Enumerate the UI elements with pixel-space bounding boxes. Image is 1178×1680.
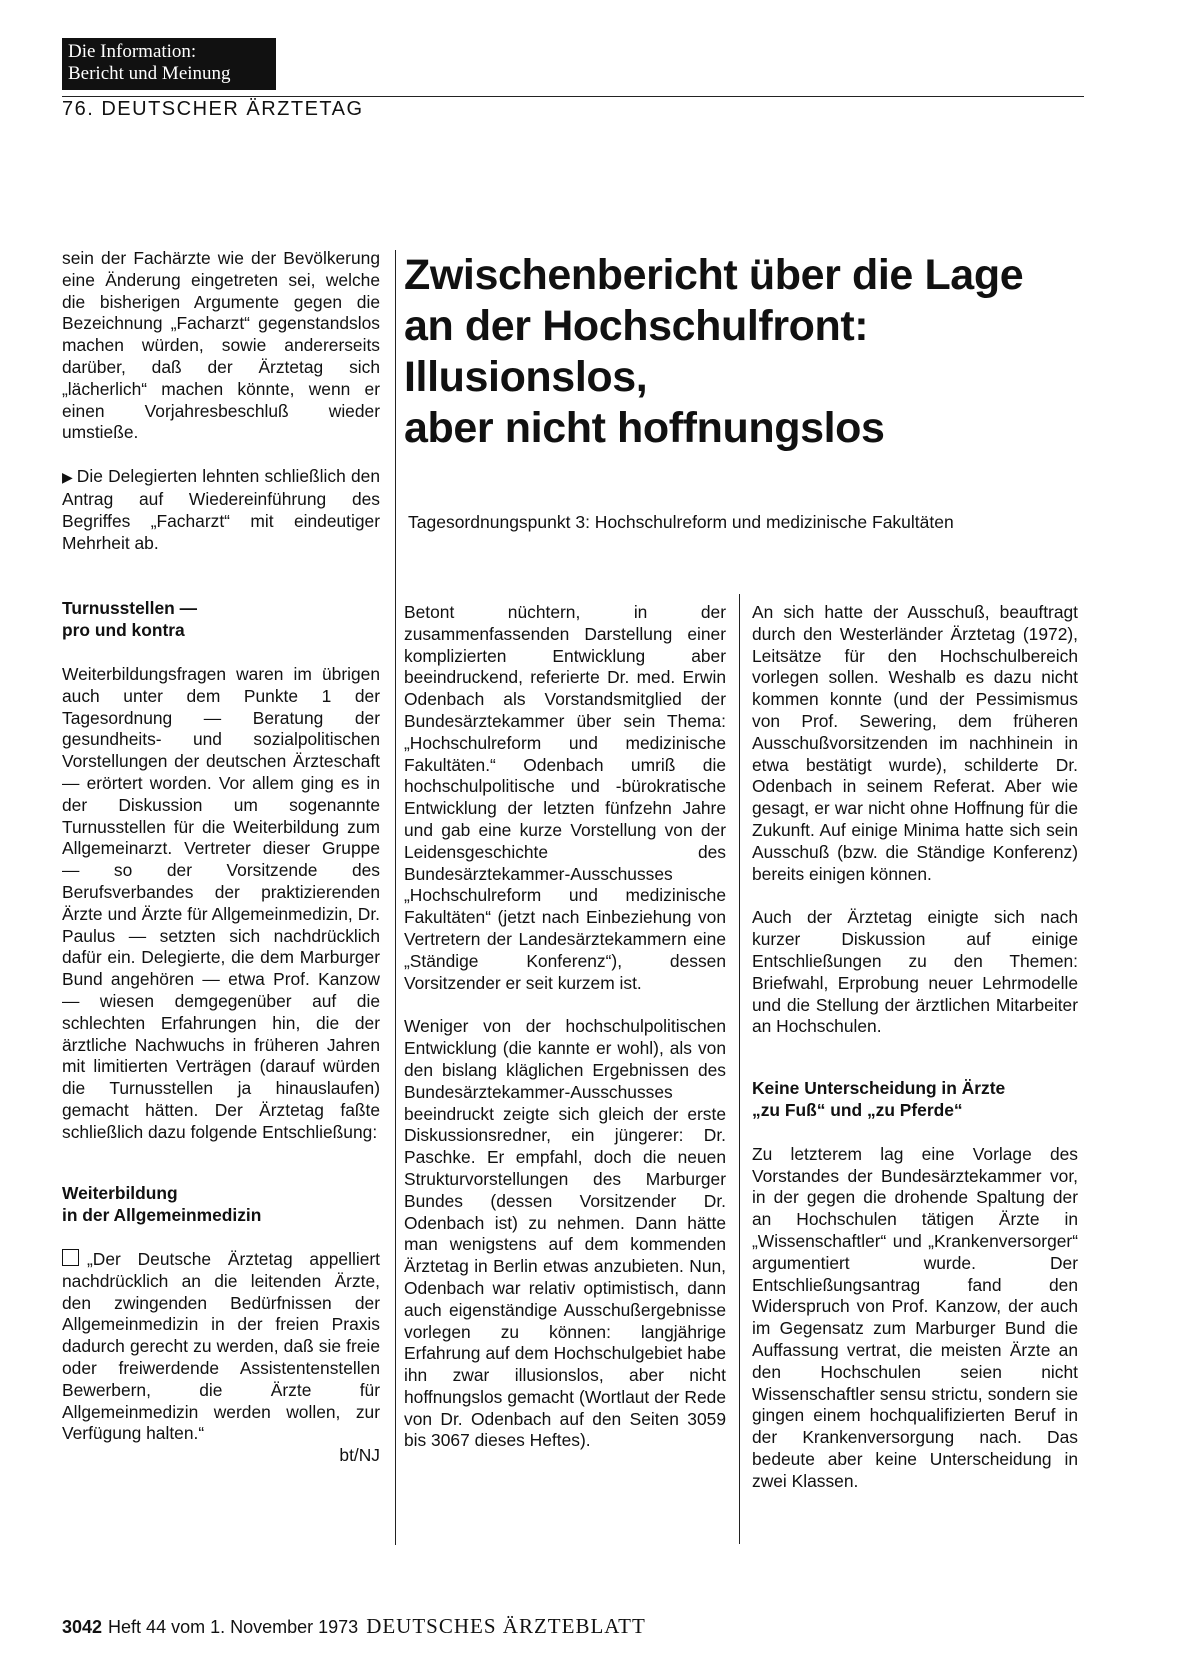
author-initials: bt/NJ	[339, 1445, 380, 1466]
subheading-keine-unterscheidung	[752, 1078, 1078, 1122]
left-paragraph-3: Weiterbildungsfragen waren im übrigen auch unter dem Punkte 1 der Tagesordnung — Beratung der gesundheits- und sozialpolitischen Vorstellungen der deutschen Ärzteschaft — erörtert worden. Vor allem ging es in der Diskussion um sogenannte Turnusstellen für die Weiterbildung zum Allgemeinarzt. Vertreter dieser Gruppe — so der Vorsitzende des Berufsverbandes der praktizierenden Ärzte und Ärzte für Allgemeinmedizin, Dr. Paulus — setzten sich nachdrücklich dafür ein. Delegierte, die dem Marburger Bund angehören — etwa Prof. Kanzow — wiesen demgegenüber auf die schlechten Erfahrungen hin, die der ärztliche Nachwuchs in früheren Jahren mit limitierten Verträgen (darauf würden die Turnusstellen ja hinauslaufen) gemacht hätten. Der Ärztetag faßte schließlich dazu folgende Entschließung:	[62, 663, 380, 1142]
middle-paragraph-1: Betont nüchtern, in der zusammenfassenden Darstellung einer komplizierten Entwicklung aber beeindruckend, referierte Dr. med. Erwin Odenbach als Vorstandsmitglied der Bundesärztekammer über sein Thema: „Hochschulreform und medizinische Fakultäten.“ Odenbach umriß die hochschulpolitische und -bürokratische Entwicklung der letzten fünfzehn Jahre und gab eine kurze Vorstellung von der Leidensgeschichte des Bundesärztekammer-Ausschusses „Hochschulreform und medizinische Fakultäten“ (jetzt nach Einbeziehung von Vertretern der Landesärztekammern eine „Ständige Konferenz“), dessen Vorsitzender er seit kurzem ist.	[404, 602, 726, 993]
subheading-turnusstellen-line-2: pro und kontra	[62, 620, 185, 641]
headline-line-4: aber nicht hoffnungslos	[404, 404, 885, 452]
section-title: 76. DEUTSCHER ÄRZTETAG	[62, 98, 364, 120]
resolution-text: „Der Deutsche Ärztetag appelliert nachdrücklich an die leitenden Ärzte, den zwingenden Bedürfnissen der Allgemeinmedizin in der freien Praxis dadurch gerecht zu werden, daß sie freie oder freiwerdende Assistentenstellen Bewerbern, die Ärzte für Allgemeinmedizin werden wollen, zur Verfügung halten.“	[62, 1249, 380, 1444]
column-divider-left	[395, 250, 396, 1545]
middle-column	[404, 602, 726, 1452]
left-column	[62, 248, 380, 1467]
subheading-keine-unterscheidung-line-1: Keine Unterscheidung in Ärzte	[752, 1078, 1006, 1099]
checkbox-square-icon	[62, 1249, 79, 1266]
header-divider	[62, 96, 1084, 97]
left-paragraph-2	[62, 466, 380, 554]
issue-info: Heft 44 vom 1. November 1973	[108, 1617, 359, 1637]
subheading-weiterbildung-line-2: in der Allgemeinmedizin	[62, 1205, 262, 1226]
page-number: 3042	[62, 1617, 103, 1637]
subheading-keine-unterscheidung-line-2: „zu Fuß“ und „zu Pferde“	[752, 1099, 963, 1120]
magazine-name: DEUTSCHES ÄRZTEBLATT	[366, 1614, 646, 1638]
article-headline	[404, 250, 1094, 454]
left-paragraph-4	[62, 1249, 380, 1445]
subheading-weiterbildung	[62, 1183, 380, 1227]
triangle-bullet-icon: ▶	[62, 469, 73, 486]
headline-line-1: Zwischenbericht über die Lage	[404, 251, 1024, 299]
subheading-turnusstellen	[62, 598, 380, 642]
right-column	[752, 602, 1078, 1492]
right-paragraph-2: Auch der Ärztetag einigte sich nach kurzer Diskussion auf einige Entschließungen zu den Themen: Briefwahl, Erprobung neuer Lehrmodelle und die Stellung der ärztlichen Mitarbeiter an Hochschulen.	[752, 907, 1078, 1037]
column-divider-right	[739, 594, 740, 1544]
right-paragraph-3: Zu letzterem lag eine Vorlage des Vorstandes der Bundesärztekammer vor, in der gegen die drohende Spaltung der an Hochschulen tätigen Ärzte in „Wissenschaftler“ und „Krankenversorger“ argumentiert wurde. Der Entschließungsantrag fand den Widerspruch von Prof. Kanzow, der auch im Gegensatz zum Marburger Bund die Auffassung vertrat, die meisten Ärzte an den Hochschulen seien nicht Wissenschaftler sensu strictu, sondern sie gingen einem hochqualifizierten Beruf in der Krankenversorgung nach. Das bedeute aber keine Unterscheidung in zwei Klassen.	[752, 1143, 1078, 1491]
left-paragraph-2-text: Die Delegierten lehnten schließlich den Antrag auf Wiedereinführung des Begriffes „Facharzt“ mit eindeutiger Mehrheit ab.	[62, 466, 380, 553]
middle-paragraph-2: Weniger von der hochschulpolitischen Entwicklung (die kannte er wohl), als von den bislang kläglichen Ergebnissen des Bundesärztekammer-Ausschusses beeindruckt zeigte sich gleich der erste Diskussionsredner, ein jüngerer: Dr. Paschke. Er empfahl, doch die neuen Strukturvorstellungen des Marburger Bundes (dessen Vorsitzender Dr. Odenbach ist) zu nehmen. Dann hätte man wenigstens auf dem kommenden Ärztetag in Berlin etwas anzubieten. Nun, Odenbach war relativ optimistisch, dann auch eigenständige Ausschußergebnisse vorlegen zu können: langjährige Erfahrung auf dem Hochschulgebiet habe ihn zwar illusionslos, aber nicht hoffnungslos gemacht (Wortlaut der Rede von Dr. Odenbach auf den Seiten 3059 bis 3067 dieses Heftes).	[404, 1016, 726, 1451]
headline-line-3: Illusionslos,	[404, 353, 648, 401]
page-footer	[62, 1614, 646, 1639]
agenda-subtitle: Tagesordnungspunkt 3: Hochschulreform und medizinische Fakultäten	[408, 512, 954, 532]
rubric-label	[62, 38, 276, 90]
right-paragraph-1: An sich hatte der Ausschuß, beauftragt durch den Westerländer Ärztetag (1972), Leitsätze für den Hochschulbereich vorlegen sollen. Weshalb es dazu nicht kommen konnte (und der Pessimismus von Prof. Sewering, dem früheren Ausschußvorsitzenden im nachhinein in etwa bestätigt wurde), schilderte Dr. Odenbach in seinem Referat. Aber wie gesagt, er war nicht ohne Hoffnung für die Zukunft. Auf einige Minima hatte sich sein Ausschuß (bzw. die Ständige Konferenz) bereits einigen können.	[752, 602, 1078, 884]
left-paragraph-1: sein der Fachärzte wie der Bevölkerung eine Änderung eingetreten sei, welche die bisherigen Argumente gegen die Bezeichnung „Facharzt“ gegenstandslos machen würden, sowie andererseits darüber, daß der Ärztetag sich „lächerlich“ machen könnte, wenn er einen Vorjahresbeschluß wieder umstieße.	[62, 248, 380, 443]
headline-line-2: an der Hochschulfront:	[404, 302, 869, 350]
subheading-turnusstellen-line-1: Turnusstellen —	[62, 598, 197, 619]
rubric-line-2: Bericht und Meinung	[68, 63, 231, 84]
rubric-line-1: Die Information:	[68, 41, 197, 62]
subheading-weiterbildung-line-1: Weiterbildung	[62, 1183, 178, 1204]
